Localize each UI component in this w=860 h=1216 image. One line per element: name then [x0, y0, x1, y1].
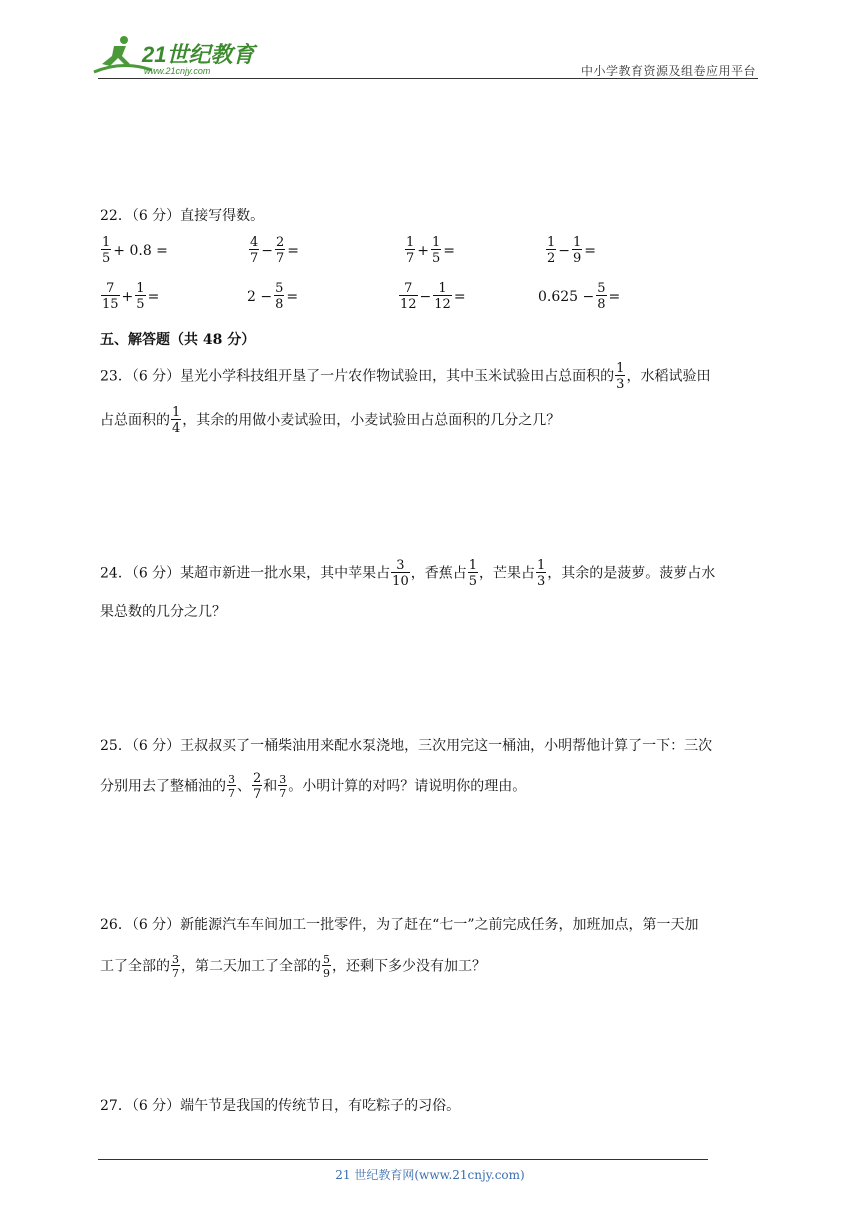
fraction: $\frac{3}{10}$ [392, 558, 409, 589]
fraction: $\frac{2}{7}$ [253, 771, 262, 802]
fraction: $\frac{3}{7}$ [172, 953, 179, 980]
fraction: $\frac{1}{12}$ [434, 281, 451, 312]
q25-line-2: 分别用去了整桶油的 $\frac{3}{7}$ 、 $\frac{2}{7}$ 和 $\frac{3}{7}$ 。小明计算的对吗？请说明你的理由。 [100, 771, 527, 802]
fraction: $\frac{1}{5}$ [136, 281, 145, 312]
fraction: $\frac{5}{8}$ [275, 281, 284, 312]
q22-item-7: $\frac{7}{12}$ − $\frac{1}{12}$ = [400, 281, 466, 312]
fraction: $\frac{5}{8}$ [597, 281, 606, 312]
fraction: $\frac{1}{9}$ [573, 235, 582, 266]
logo-main-text: 21世纪教育 [142, 42, 255, 67]
footer-divider [98, 1159, 708, 1160]
fraction: $\frac{2}{7}$ [276, 235, 285, 266]
q24-line-2: 果总数的几分之几？ [100, 604, 226, 620]
fraction: $\frac{7}{12}$ [400, 281, 417, 312]
q22-item-2: $\frac{4}{7}$ − $\frac{2}{7}$ = [250, 235, 300, 266]
fraction: $\frac{1}{3}$ [616, 361, 625, 392]
q22-item-3: $\frac{1}{7}$ + $\frac{1}{5}$ = [406, 235, 456, 266]
footer-text: 21 世纪教育网(www.21cnjy.com) [335, 1168, 525, 1182]
logo-sub-text: www.21cnjy.com [144, 66, 211, 76]
q22-item-1: $\frac{1}{5}$ + 0.8 = [102, 235, 168, 266]
header-divider [98, 78, 758, 79]
q22-item-6: 2 − $\frac{5}{8}$ = [247, 281, 299, 312]
fraction: $\frac{5}{9}$ [323, 953, 330, 980]
q23-line-2: 占总面积的 $\frac{1}{4}$ ，其余的用做小麦试验田，小麦试验田占总面积的几分之几？ [100, 405, 561, 436]
q25-line-1: 25．（6 分）王叔叔买了一桶柴油用来配水泵浇地，三次用完这一桶油，小明帮他计算了一下：三次 [100, 738, 713, 754]
fraction: $\frac{1}{2}$ [547, 235, 556, 266]
fraction: $\frac{1}{5}$ [432, 235, 441, 266]
fraction: $\frac{7}{15}$ [102, 281, 119, 312]
fraction: $\frac{1}{4}$ [172, 405, 181, 436]
q27-line-1: 27．（6 分）端午节是我国的传统节日，有吃粽子的习俗。 [100, 1098, 461, 1114]
fraction: $\frac{1}{3}$ [537, 558, 546, 589]
q24-line-1: 24．（6 分）某超市新进一批水果，其中苹果占 $\frac{3}{10}$ ，香蕉占 $\frac{1}{5}$ ，芒果占 $\frac{1}{3}$ ，其余的是菠萝。菠萝占水 [100, 558, 716, 589]
q26-line-1: 26．（6 分）新能源汽车车间加工一批零件，为了赶在“七一”之前完成任务，加班加点，第一天加 [100, 917, 699, 933]
fraction: $\frac{4}{7}$ [250, 235, 259, 266]
q22-item-5: $\frac{7}{15}$ + $\frac{1}{5}$ = [102, 281, 160, 312]
q22-title: 22．（6 分）直接写得数。 [100, 208, 265, 224]
q22-item-4: $\frac{1}{2}$ − $\frac{1}{9}$ = [547, 235, 597, 266]
section-title: 五、解答题（共 48 分） [100, 332, 256, 348]
fraction: $\frac{1}{5}$ [468, 558, 477, 589]
fraction: $\frac{1}{5}$ [102, 235, 111, 266]
q23-line-1: 23．（6 分）星光小学科技组开垦了一片农作物试验田，其中玉米试验田占总面积的 $\frac{1}{3}$ ，水稻试验田 [100, 361, 711, 392]
fraction: $\frac{3}{7}$ [279, 773, 287, 800]
site-logo [92, 32, 262, 78]
q26-line-2: 工了全部的 $\frac{3}{7}$ ，第二天加工了全部的 $\frac{5}{9}$ ，还剩下多少没有加工？ [100, 953, 486, 980]
platform-name: 中小学教育资源及组卷应用平台 [580, 64, 756, 78]
fraction: $\frac{3}{7}$ [228, 773, 235, 800]
q22-item-8: 0.625 − $\frac{5}{8}$ = [538, 281, 621, 312]
fraction: $\frac{1}{7}$ [406, 235, 415, 266]
